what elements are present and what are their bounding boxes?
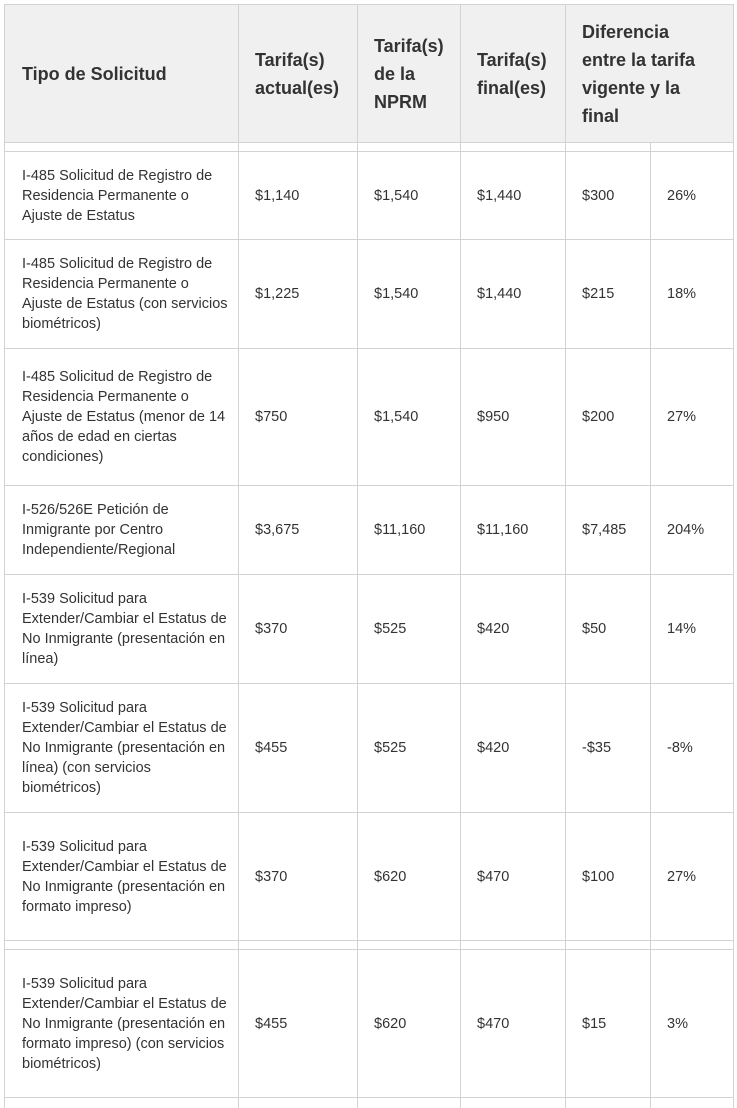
cell-current-fee: $370	[239, 575, 358, 684]
cell-current-fee: $1,140	[239, 152, 358, 240]
table-row	[5, 486, 734, 575]
cell-final-fee: $420	[461, 575, 566, 684]
cell-difference-percent: -8%	[651, 684, 734, 813]
cell-difference-percent: 14%	[651, 575, 734, 684]
cell-difference-percent: 27%	[651, 349, 734, 486]
cell-nprm-fee: $1,540	[358, 349, 461, 486]
cell-difference-amount: $100	[566, 813, 651, 941]
table-row	[5, 813, 734, 941]
cell-final-fee: $1,440	[461, 240, 566, 349]
cell-current-fee: $3,675	[239, 486, 358, 575]
cell-nprm-fee: $525	[358, 575, 461, 684]
header-final-fee: Tarifa(s) final(es)	[461, 5, 566, 143]
cell-final-fee: $950	[461, 349, 566, 486]
fee-comparison-table	[4, 4, 734, 1108]
table-row	[5, 575, 734, 684]
cell-request-type: I-526/526E Petición de Inmigrante por Centro Independiente/Regional	[5, 486, 239, 575]
cell-difference-amount: $200	[566, 349, 651, 486]
cell-difference-percent: 26%	[651, 152, 734, 240]
cell-current-fee: $1,225	[239, 240, 358, 349]
cell-nprm-fee: $1,540	[358, 240, 461, 349]
table-row	[5, 684, 734, 813]
cell-final-fee: $470	[461, 813, 566, 941]
header-current-fee: Tarifa(s) actual(es)	[239, 5, 358, 143]
cell-request-type: I-485 Solicitud de Registro de Residencia Permanente o Ajuste de Estatus (con servicios biométricos)	[5, 240, 239, 349]
header-row	[5, 5, 734, 143]
cell-request-type: I-485 Solicitud de Registro de Residencia Permanente o Ajuste de Estatus	[5, 152, 239, 240]
row-spacer	[5, 941, 734, 950]
cell-current-fee: $750	[239, 349, 358, 486]
cell-nprm-fee: $620	[358, 950, 461, 1098]
cell-current-fee: $455	[239, 684, 358, 813]
header-difference: Diferencia entre la tarifa vigente y la final	[566, 5, 734, 143]
cell-request-type: I-539 Solicitud para Extender/Cambiar el Estatus de No Inmigrante (presentación en formato impreso) (con servicios biométricos)	[5, 950, 239, 1098]
row-continuation	[5, 1098, 734, 1108]
cell-difference-amount: $300	[566, 152, 651, 240]
cell-difference-amount: $50	[566, 575, 651, 684]
cell-final-fee: $470	[461, 950, 566, 1098]
cell-difference-percent: 18%	[651, 240, 734, 349]
cell-difference-amount: $15	[566, 950, 651, 1098]
cell-nprm-fee: $1,540	[358, 152, 461, 240]
cell-difference-amount: $7,485	[566, 486, 651, 575]
table-row	[5, 950, 734, 1098]
cell-request-type: I-539 Solicitud para Extender/Cambiar el Estatus de No Inmigrante (presentación en línea) (con servicios biométricos)	[5, 684, 239, 813]
header-request-type: Tipo de Solicitud	[5, 5, 239, 143]
table-row	[5, 152, 734, 240]
table-row	[5, 349, 734, 486]
cell-final-fee: $1,440	[461, 152, 566, 240]
cell-nprm-fee: $11,160	[358, 486, 461, 575]
cell-difference-amount: $215	[566, 240, 651, 349]
cell-nprm-fee: $620	[358, 813, 461, 941]
header-nprm-fee: Tarifa(s) de la NPRM	[358, 5, 461, 143]
table-body	[5, 143, 734, 1108]
cell-difference-percent: 27%	[651, 813, 734, 941]
row-spacer	[5, 143, 734, 152]
cell-request-type: I-485 Solicitud de Registro de Residencia Permanente o Ajuste de Estatus (menor de 14 años de edad en ciertas condiciones)	[5, 349, 239, 486]
cell-difference-percent: 3%	[651, 950, 734, 1098]
cell-request-type: I-539 Solicitud para Extender/Cambiar el Estatus de No Inmigrante (presentación en formato impreso)	[5, 813, 239, 941]
table-header	[5, 5, 734, 143]
cell-current-fee: $370	[239, 813, 358, 941]
cell-current-fee: $455	[239, 950, 358, 1098]
cell-difference-amount: -$35	[566, 684, 651, 813]
cell-final-fee: $11,160	[461, 486, 566, 575]
cell-difference-percent: 204%	[651, 486, 734, 575]
cell-request-type: I-539 Solicitud para Extender/Cambiar el Estatus de No Inmigrante (presentación en línea)	[5, 575, 239, 684]
cell-final-fee: $420	[461, 684, 566, 813]
table-row	[5, 240, 734, 349]
cell-nprm-fee: $525	[358, 684, 461, 813]
